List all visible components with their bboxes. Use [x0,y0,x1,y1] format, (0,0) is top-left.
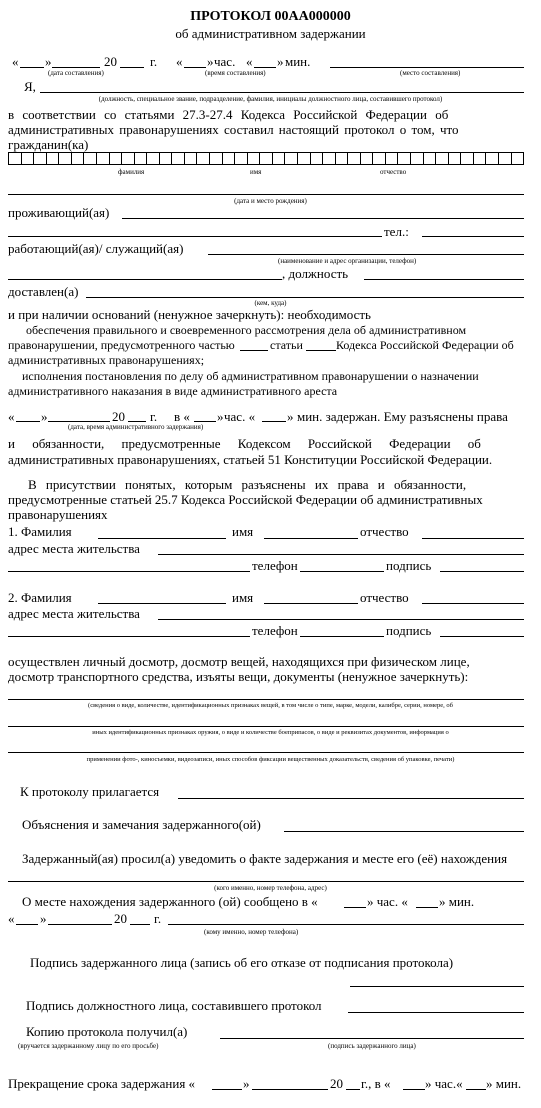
place-field[interactable] [330,67,524,68]
witness-1-sign-label: подпись [386,558,432,573]
organization-hint: (наименование и адрес организации, телефон) [278,257,417,265]
witness-2-sign-label: подпись [386,623,432,638]
informed-whom-field[interactable] [168,924,524,925]
termination-hour-label: » час.« [425,1076,463,1091]
notify-request-label: Задержанный(ая) просил(а) уведомить о факте задержания и месте его (её) нахождения [22,851,508,866]
termination-day-close: » [243,1076,250,1091]
search-line-1: осуществлен личный досмотр, досмотр вещей, находящихся при физическом лице, [8,654,470,669]
informed-year-suffix: г. [154,911,162,926]
informed-minute-field[interactable] [416,907,438,908]
residing-label: проживающий(ая) [8,205,110,220]
document-title: ПРОТОКОЛ 00АА000000 [190,9,351,24]
witness-2-patronymic-label: отчество [360,590,409,605]
termination-year-suffix: г., в « [361,1076,391,1091]
detain-day-field[interactable] [16,421,40,422]
detain-rest: мин. задержан. Ему разъяснены права [297,409,508,424]
ground-1-line-2-b: статьи [270,338,303,352]
paragraph-1-line-2: административных правонарушениях составил настоящий протокол о том, что [8,122,459,137]
notify-whom-hint: (кого именно, номер телефона, адрес) [214,884,327,892]
date-open-quote: « [12,54,19,69]
informed-date-close: » [40,911,47,926]
items-hint-2: иных идентификационных признаках оружия, о виде и количестве боеприпасов, о виде и реквизитах документов, информация о [92,729,449,736]
items-field-3[interactable] [8,752,524,753]
officer-prefix: Я, [24,79,36,94]
detain-hour-label: час. « [224,409,256,424]
witness-2-address-field[interactable] [158,619,524,620]
year-field[interactable] [120,67,144,68]
rights-line-2: административных правонарушениях, статьей 51 Конституции Российской Федерации. [8,452,493,467]
detain-at: в « [174,409,190,424]
witness-2-phone-label: телефон [252,623,298,638]
informed-day-field[interactable] [16,924,38,925]
residing-field[interactable] [122,218,524,219]
position-label: , должность [282,266,349,281]
termination-day-field[interactable] [212,1089,242,1090]
witness-1-address-field-2[interactable] [8,571,250,572]
hour-open-quote: « [176,54,183,69]
items-field-2[interactable] [8,726,524,727]
delivered-label: доставлен(а) [8,284,79,299]
ground-1-line-3: административных правонарушениях; [8,353,205,367]
search-line-2: досмотр транспортного средства, изъяты вещи, документы (ненужное зачеркнуть): [8,669,469,684]
grounds-line: и при наличии оснований (ненужное зачеркнуть): необходимость [8,307,371,322]
witness-1-surname-label: 1. Фамилия [8,524,72,539]
surname-hint: фамилия [118,168,145,176]
article-part-field[interactable] [240,350,268,351]
paragraph-1-line-3: гражданин(ка) [8,137,89,152]
officer-hint: (должность, специальное звание, подразделение, фамилия, инициалы должностного лица, составившего протокол) [98,95,443,103]
informed-date-open: « [8,911,15,926]
witness-1-name-field[interactable] [264,538,358,539]
detainee-sign-field[interactable] [350,986,524,987]
organization-field-2[interactable] [8,279,282,280]
detain-close-quote: » [41,409,48,424]
article-field[interactable] [306,350,336,351]
witness-1-surname-field[interactable] [98,538,226,539]
informed-year-field[interactable] [130,924,150,925]
hour-label: час. [214,54,236,69]
witness-1-patronymic-label: отчество [360,524,409,539]
detain-month-field[interactable] [48,421,110,422]
minute-open-quote: « [246,54,253,69]
explanations-label: Объяснения и замечания задержанного(ой) [22,817,261,832]
date-hint: (дата составления) [48,69,104,77]
organization-field[interactable] [208,254,524,255]
detainee-sign-label: Подпись задержанного лица (запись об его отказе от подписания протокола) [30,955,454,970]
detain-minute-close: » [287,409,294,424]
termination-minute-label: » мин. [486,1076,522,1091]
fio-character-boxes[interactable] [8,152,524,165]
officer-field[interactable] [40,92,524,93]
witness-2-phone-field[interactable] [300,636,384,637]
termination-minute-field[interactable] [466,1089,486,1090]
minute-field[interactable] [254,67,276,68]
witness-1-sign-field[interactable] [440,571,524,572]
position-field[interactable] [364,279,524,280]
patronymic-hint: отчество [380,168,407,176]
detain-minute-field[interactable] [262,421,286,422]
witness-1-address-field[interactable] [158,554,524,555]
copy-sign-hint: (подпись задержанного лица) [328,1042,416,1050]
witness-2-patronymic-field[interactable] [422,603,524,604]
items-hint-3: применении фото-, киносъемки, видеозаписи, иных способов фиксации вещественных доказательств, сведения об упаковке, печати) [86,756,455,763]
witness-2-sign-field[interactable] [440,636,524,637]
informed-month-field[interactable] [48,924,112,925]
detain-year-prefix: 20 [112,409,125,424]
witness-1-address-label: адрес места жительства [8,541,140,556]
witness-1-phone-label: телефон [252,558,298,573]
termination-year-field[interactable] [346,1089,360,1090]
day-field[interactable] [20,67,44,68]
witness-2-name-label: имя [232,590,254,605]
detain-hint: (дата, время административного задержания) [68,423,204,431]
officer-sign-label: Подпись должностного лица, составившего протокол [26,998,322,1013]
informed-hint: (кому именно, номер телефона) [204,928,299,936]
ground-1-line-2-a: правонарушении, предусмотренного частью [8,338,235,352]
copy-hint: (вручается задержанному лицу по его просьбе) [18,1042,159,1050]
phone-field[interactable] [422,236,524,237]
witness-2-address-field-2[interactable] [8,636,250,637]
termination-year-prefix: 20 [330,1076,343,1091]
year-suffix: г. [150,54,158,69]
witness-line-3: правонарушениях [8,507,108,522]
ground-2-line-1: исполнения постановления по делу об административном правонарушении о назначении [22,369,479,383]
delivered-field[interactable] [86,297,524,298]
document-subtitle: об административном задержании [175,26,366,41]
place-hint: (место составления) [400,69,461,77]
detain-hour-field[interactable] [194,421,216,422]
name-hint: имя [250,168,262,176]
witness-1-name-label: имя [232,524,254,539]
working-label: работающий(ая)/ служащий(ая) [8,241,184,256]
explanations-field[interactable] [284,831,524,832]
witness-line-1: В присутствии понятых, которым разъяснены их права и обязанности, [28,477,467,492]
witness-line-2: предусмотренные статьей 25.7 Кодекса Российской Федерации об административных [8,492,483,507]
ground-1-line-2-c: Кодекса Российской Федерации об [336,338,514,352]
ground-2-line-2: административного наказания в виде административного ареста [8,384,338,398]
termination-month-field[interactable] [252,1089,328,1090]
witness-2-name-field[interactable] [264,603,358,604]
witness-2-surname-field[interactable] [98,603,226,604]
hour-field[interactable] [184,67,206,68]
notify-whom-field[interactable] [8,881,524,882]
year-prefix: 20 [104,54,117,69]
detain-year-suffix: г. [150,409,158,424]
month-field[interactable] [52,67,100,68]
termination-hour-field[interactable] [403,1089,425,1090]
officer-sign-field[interactable] [348,1012,524,1013]
minute-label: мин. [285,54,311,69]
birth-hint: (дата и место рождения) [234,197,307,205]
witness-1-phone-field[interactable] [300,571,384,572]
detain-hour-close: » [217,409,224,424]
birth-field[interactable] [8,194,524,195]
time-hint: (время составления) [205,69,266,77]
copy-sign-field[interactable] [220,1038,524,1039]
informed-minute-label: » мин. [439,894,475,909]
paragraph-1-line-1: в соответствии со статьями 27.3-27.4 Кодекса Российской Федерации об [8,107,449,122]
attached-field[interactable] [178,798,524,799]
rights-line-1: и обязанности, предусмотренные Кодексом Российской Федерации об [8,436,481,451]
detain-year-field[interactable] [128,421,146,422]
residing-field-2[interactable] [8,236,382,237]
witness-2-surname-label: 2. Фамилия [8,590,72,605]
delivered-hint: (кем, куда) [254,299,287,307]
ground-1-line-1: обеспечения правильного и своевременного рассмотрения дела об административном [26,323,467,337]
date-close-quote: » [45,54,52,69]
items-hint-1: (сведения о виде, количестве, идентификационных признаках вещей, в том числе о типе, марке, модели, калибре, серии, номере, об [88,702,453,709]
informed-hour-field[interactable] [344,907,366,908]
attached-label: К протоколу прилагается [20,784,160,799]
detain-open-quote: « [8,409,15,424]
witness-1-patronymic-field[interactable] [422,538,524,539]
items-field-1[interactable] [8,699,524,700]
copy-received-label: Копию протокола получил(а) [26,1024,188,1039]
phone-label: тел.: [384,224,409,239]
hour-close-quote: » [207,54,214,69]
termination-label: Прекращение срока задержания « [8,1076,196,1091]
informed-hour-label: » час. « [367,894,408,909]
minute-close-quote: » [277,54,284,69]
witness-2-address-label: адрес места жительства [8,606,140,621]
informed-year-prefix: 20 [114,911,127,926]
informed-label: О месте нахождения задержанного (ой) сообщено в « [22,894,318,909]
